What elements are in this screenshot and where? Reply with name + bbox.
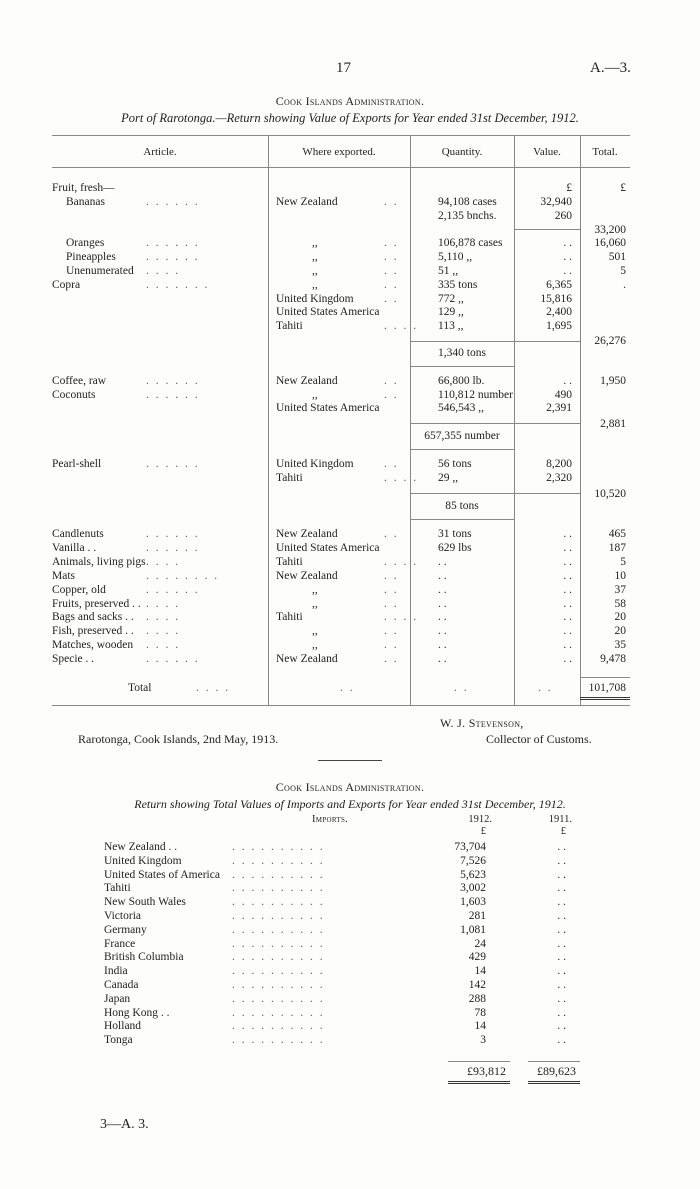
value-cell: . .	[563, 541, 572, 554]
value-cell: . .	[563, 237, 572, 250]
column-header-value: Value.	[533, 146, 561, 158]
import-value-1912: 5,623	[460, 868, 486, 881]
quantity-cell: 66,800 lb.	[438, 375, 485, 387]
quantity-cell: 110,812 number	[438, 388, 513, 401]
footer-reference: 3—A. 3.	[100, 1117, 149, 1132]
total-cell: 10	[614, 569, 626, 582]
article-name: Copper, old	[52, 583, 106, 596]
leader-dots: . . . . . . . . . .	[232, 965, 325, 978]
destination: New Zealand	[276, 196, 338, 208]
total-cell	[580, 401, 626, 415]
year-1912-header: 1912.	[468, 814, 492, 825]
import-value-1911: . .	[557, 854, 566, 867]
destination: ,,	[312, 583, 318, 596]
leader-dots: . . . . . .	[146, 251, 200, 264]
leader-dots: . . . . . . . . . .	[232, 923, 325, 936]
import-country: New Zealand . .	[104, 841, 178, 853]
value-cell: 2,320	[546, 471, 572, 484]
quantity-cell: . .	[438, 639, 447, 652]
import-value-1911: . .	[557, 923, 566, 936]
value-cell: . .	[563, 555, 572, 568]
destination: New Zealand	[276, 569, 338, 582]
value-cell: . .	[563, 597, 572, 610]
total-cell: 465	[608, 528, 626, 540]
group-label: Fruit, fresh—	[52, 182, 115, 194]
leader-dots: . . . . . . . .	[146, 569, 220, 582]
leader-dots: . . . . . . . . . .	[232, 979, 325, 991]
total-cell	[580, 292, 626, 306]
import-country: Holland	[104, 1020, 142, 1033]
pearl-total-quantity: 85 tons	[445, 500, 479, 512]
import-country: United Kingdom	[104, 854, 182, 867]
value-cell: 490	[554, 388, 572, 401]
leader-dots: . . . . . . . . . .	[232, 937, 325, 950]
import-value-1911: . .	[557, 1034, 566, 1047]
destination: United States America	[276, 306, 380, 319]
total-cell	[580, 457, 626, 471]
quantity-cell: 29 ,,	[438, 471, 459, 484]
leader-dots: . . . . . . . . . .	[232, 841, 325, 853]
leader-dots: . . . . . . . . . .	[232, 882, 325, 895]
import-value-1912: 3	[480, 1034, 486, 1047]
exports-subtitle: Port of Rarotonga.—Return showing Value of Exports for Year ended 31st December, 1912.	[121, 111, 579, 125]
import-value-1912: 429	[468, 951, 486, 964]
leader-dots: . . . . . . . . . .	[232, 992, 325, 1005]
leader-dots: . .	[384, 625, 399, 638]
imports-section-label: Imports.	[312, 814, 349, 825]
total-dots: . .	[340, 682, 355, 694]
imports-total-1912: £93,812	[467, 1064, 506, 1078]
imports-total-1911: £89,623	[537, 1064, 576, 1078]
document-reference: A.—3.	[590, 60, 631, 76]
coconut-total-quantity: 657,355 number	[424, 430, 500, 442]
import-value-1911: . .	[557, 979, 566, 991]
value-cell: 32,940	[540, 196, 572, 208]
coconut-total: 2,881	[600, 418, 626, 430]
leader-dots: . . . .	[384, 320, 419, 333]
total-cell: 1,950	[600, 375, 626, 387]
quantity-cell: 94,108 cases	[438, 196, 497, 208]
import-value-1912: 3,002	[460, 882, 486, 895]
destination: ,,	[312, 597, 318, 610]
total-cell: 5	[620, 555, 626, 568]
value-cell: . .	[563, 611, 572, 624]
article-name: Mats	[52, 569, 75, 582]
currency-symbol: £	[620, 182, 626, 194]
leader-dots: . . . . . .	[146, 583, 200, 596]
destination: New Zealand	[276, 653, 338, 666]
currency-symbol: £	[480, 826, 486, 837]
article-name: Copra	[52, 278, 81, 291]
import-value-1912: 14	[474, 1020, 486, 1033]
total-rule	[580, 677, 630, 678]
import-country: India	[104, 965, 128, 978]
leader-dots: . .	[384, 528, 399, 540]
import-country: Tonga	[104, 1034, 133, 1047]
article-name: Pineapples	[66, 251, 116, 264]
import-value-1911: . .	[557, 841, 566, 853]
destination: ,,	[312, 639, 318, 652]
leader-dots: . . . .	[146, 265, 181, 277]
quantity-cell: 2,135 bnchs.	[438, 209, 497, 222]
column-header-where: Where exported.	[302, 146, 376, 158]
leader-dots: . . . . . .	[146, 388, 200, 401]
leader-dots: . .	[384, 265, 399, 277]
total-cell	[580, 471, 626, 485]
destination: ,,	[312, 625, 318, 638]
leader-dots: . . . . . . . . . .	[232, 868, 325, 881]
value-cell: . .	[563, 569, 572, 582]
leader-dots: . . . .	[146, 555, 181, 568]
total-double-rule	[580, 697, 630, 700]
import-value-1912: 73,704	[454, 841, 486, 853]
quantity-cell: 51 ,,	[438, 265, 459, 277]
article-name: Pearl-shell	[52, 458, 102, 470]
import-value-1912: 7,526	[460, 854, 486, 867]
quantity-cell: . .	[438, 583, 447, 596]
leader-dots: . .	[384, 237, 399, 250]
quantity-cell: . .	[438, 611, 447, 624]
value-cell: . .	[563, 265, 572, 277]
article-name: Specie . .	[52, 653, 95, 666]
imports-heading: Cook Islands Administration.	[275, 780, 425, 794]
import-value-1911: . .	[557, 1020, 566, 1033]
page-number: 17	[336, 60, 351, 76]
currency-symbol: £	[566, 182, 572, 194]
value-cell: . .	[563, 251, 572, 264]
quantity-cell: 113 ,,	[438, 320, 464, 333]
destination: Tahiti	[276, 555, 303, 568]
total-double-rule	[448, 1081, 510, 1084]
column-header-article: Article.	[143, 146, 177, 158]
import-country: Japan	[104, 992, 131, 1005]
import-value-1911: . .	[557, 1006, 566, 1019]
leader-dots: . .	[384, 458, 399, 470]
total-cell	[580, 319, 626, 333]
leader-dots: . . . . . .	[146, 375, 200, 387]
subtotal-rule	[410, 423, 580, 424]
total-cell: 187	[608, 541, 626, 554]
total-cell	[580, 195, 626, 209]
leader-dots: . . . . . . . . . .	[232, 951, 325, 964]
table-header-rule	[52, 167, 630, 168]
leader-dots: . . . . . . . . . .	[232, 854, 325, 867]
exports-heading: Cook Islands Administration.	[275, 94, 425, 108]
import-value-1912: 1,603	[460, 896, 486, 909]
article-name: Coconuts	[52, 388, 96, 401]
import-value-1912: 78	[474, 1006, 486, 1019]
leader-dots: . .	[384, 388, 399, 401]
value-cell: . .	[563, 653, 572, 666]
leader-dots: . . . . . . . . . .	[232, 910, 325, 922]
value-cell: 2,400	[546, 306, 572, 319]
destination: Tahiti	[276, 320, 303, 333]
import-value-1912: 24	[474, 937, 486, 950]
value-cell: . .	[563, 583, 572, 596]
destination: New Zealand	[276, 528, 338, 540]
total-cell: 58	[614, 597, 626, 610]
leader-dots: . .	[384, 583, 399, 596]
subtotal-rule	[410, 366, 514, 367]
quantity-cell: 129 ,,	[438, 306, 464, 319]
import-country: France	[104, 937, 136, 950]
value-cell: . .	[563, 639, 572, 652]
import-value-1911: . .	[557, 992, 566, 1005]
leader-dots: . . . .	[146, 597, 181, 610]
total-cell: 20	[614, 625, 626, 638]
destination: ,,	[312, 388, 318, 401]
total-cell: 35	[614, 639, 626, 652]
destination: New Zealand	[276, 375, 338, 387]
destination: Tahiti	[276, 611, 303, 624]
quantity-cell: . .	[438, 569, 447, 582]
leader-dots: . .	[384, 639, 399, 652]
quantity-cell: . .	[438, 555, 447, 568]
import-value-1911: . .	[557, 868, 566, 881]
subtotal-rule	[410, 519, 514, 520]
import-country: Canada	[104, 979, 139, 991]
total-dots: . .	[454, 682, 469, 694]
leader-dots: . . . . . . .	[146, 278, 210, 291]
leader-dots: . . . . . .	[146, 528, 200, 540]
year-1911-header: 1911.	[548, 814, 572, 825]
column-header-total: Total.	[592, 146, 618, 158]
article-name: Fruits, preserved . .	[52, 597, 141, 610]
article-name: Candlenuts	[52, 528, 104, 540]
import-value-1911: . .	[557, 882, 566, 895]
pearl-total: 10,520	[594, 488, 626, 500]
destination: Tahiti	[276, 471, 303, 484]
leader-dots: . . . . . .	[146, 458, 200, 470]
currency-symbol: £	[560, 826, 566, 837]
article-name: Bananas	[66, 196, 105, 208]
article-name: Unenumerated	[66, 265, 134, 277]
leader-dots: . . . . . . . . . .	[232, 1006, 325, 1019]
value-cell: 1,695	[546, 320, 572, 333]
import-country: United States of America	[104, 868, 220, 881]
leader-dots: . . . . . .	[146, 196, 200, 208]
import-value-1911: . .	[557, 937, 566, 950]
quantity-cell: 31 tons	[438, 528, 472, 540]
total-cell: .	[623, 278, 626, 291]
grand-total: 101,708	[588, 682, 626, 694]
destination: United Kingdom	[276, 292, 354, 305]
imports-subtitle: Return showing Total Values of Imports and Exports for Year ended 31st December, 1912.	[134, 797, 566, 811]
import-value-1911: . .	[557, 896, 566, 909]
subtotal-rule	[410, 341, 580, 342]
signatory-name: W. J. Stevenson,	[440, 716, 524, 730]
total-cell: 33,200	[594, 223, 626, 236]
total-cell: 20	[614, 611, 626, 624]
import-value-1912: 1,081	[460, 923, 486, 936]
destination: ,,	[312, 237, 318, 250]
leader-dots: . .	[384, 375, 399, 387]
article-name: Bags and sacks . .	[52, 611, 134, 624]
import-country: British Columbia	[104, 951, 184, 964]
copra-total-quantity: 1,340 tons	[438, 347, 486, 359]
leader-dots: . . . .	[384, 611, 419, 624]
value-cell: 15,816	[540, 292, 572, 305]
quantity-cell: . .	[438, 597, 447, 610]
leader-dots: . .	[384, 597, 399, 610]
import-value-1912: 288	[468, 992, 486, 1005]
article-name: Animals, living pigs	[52, 555, 146, 568]
subtotal-rule	[514, 229, 580, 230]
total-dots: . . . .	[196, 682, 231, 694]
value-cell: 260	[554, 209, 572, 222]
quantity-cell: 772 ,,	[438, 292, 464, 305]
value-cell: 2,391	[546, 402, 572, 414]
quantity-cell: . .	[438, 653, 447, 666]
leader-dots: . .	[384, 251, 399, 264]
destination: ,,	[312, 251, 318, 264]
leader-dots: . .	[384, 569, 399, 582]
quantity-cell: . .	[438, 625, 447, 638]
value-cell: . .	[563, 625, 572, 638]
leader-dots: . . . . . .	[146, 541, 200, 554]
leader-dots: . . . .	[146, 625, 181, 638]
article-name: Fish, preserved . .	[52, 625, 134, 638]
value-cell: 6,365	[546, 278, 572, 291]
import-value-1912: 14	[474, 965, 486, 978]
leader-dots: . .	[384, 278, 399, 291]
total-cell: 5	[620, 265, 626, 277]
article-name: Oranges	[66, 237, 105, 250]
subtotal-rule	[410, 493, 580, 494]
table-bottom-rule	[52, 705, 630, 706]
total-rule	[528, 1061, 580, 1062]
import-country: Hong Kong . .	[104, 1006, 170, 1019]
total-cell	[580, 305, 626, 319]
import-country: Tahiti	[104, 882, 131, 895]
destination: ,,	[312, 278, 318, 291]
leader-dots: . . . .	[384, 555, 419, 568]
value-cell: 8,200	[546, 458, 572, 470]
column-divider	[268, 135, 269, 705]
value-cell: . .	[563, 528, 572, 540]
total-cell	[580, 388, 626, 402]
destination: ,,	[312, 265, 318, 277]
import-country: Victoria	[104, 910, 141, 922]
value-cell: . .	[563, 375, 572, 387]
total-rule	[448, 1061, 510, 1062]
quantity-cell: 546,543 ,,	[438, 402, 484, 414]
leader-dots: . . . . . . . . . .	[232, 1020, 325, 1033]
leader-dots: . . . . . . . . . .	[232, 1034, 325, 1047]
quantity-cell: 335 tons	[438, 278, 478, 291]
leader-dots: . . . .	[146, 639, 181, 652]
total-double-rule	[528, 1081, 580, 1084]
leader-dots: . . . . . . . . . .	[232, 896, 325, 909]
destination: United States America	[276, 402, 380, 414]
import-value-1911: . .	[557, 910, 566, 922]
section-divider	[318, 760, 382, 761]
column-header-quantity: Quantity.	[441, 146, 483, 158]
destination: United Kingdom	[276, 458, 354, 470]
quantity-cell: 5,110 ,,	[438, 251, 473, 264]
leader-dots: . .	[384, 653, 399, 666]
import-country: Germany	[104, 923, 147, 936]
leader-dots: . . . . . .	[146, 237, 200, 250]
import-value-1912: 142	[468, 979, 486, 991]
import-country: New South Wales	[104, 896, 186, 909]
article-name: Vanilla . .	[52, 541, 97, 554]
total-cell: 9,478	[600, 653, 626, 666]
table-top-rule	[52, 135, 630, 136]
place-date: Rarotonga, Cook Islands, 2nd May, 1913.	[78, 732, 279, 746]
quantity-cell: 629 lbs	[438, 541, 472, 554]
import-value-1911: . .	[557, 951, 566, 964]
article-name: Coffee, raw	[52, 375, 107, 387]
total-label: Total	[128, 682, 152, 694]
signatory-title: Collector of Customs.	[486, 732, 592, 746]
destination: United States America	[276, 541, 380, 554]
import-value-1912: 281	[468, 910, 486, 922]
leader-dots: . . . .	[146, 611, 181, 624]
copra-total: 26,276	[594, 335, 626, 347]
quantity-cell: 106,878 cases	[438, 237, 503, 250]
import-value-1911: . .	[557, 965, 566, 978]
leader-dots: . .	[384, 196, 399, 208]
leader-dots: . .	[384, 292, 399, 305]
leader-dots: . . . .	[384, 471, 419, 484]
total-cell	[580, 209, 626, 223]
article-name: Matches, wooden	[52, 639, 134, 652]
leader-dots: . . . . . .	[146, 653, 200, 666]
quantity-cell: 56 tons	[438, 458, 472, 470]
total-cell: 501	[608, 251, 626, 264]
total-dots: . .	[538, 682, 553, 694]
total-cell: 16,060	[594, 237, 626, 250]
subtotal-rule	[410, 449, 514, 450]
total-cell: 37	[614, 583, 626, 596]
